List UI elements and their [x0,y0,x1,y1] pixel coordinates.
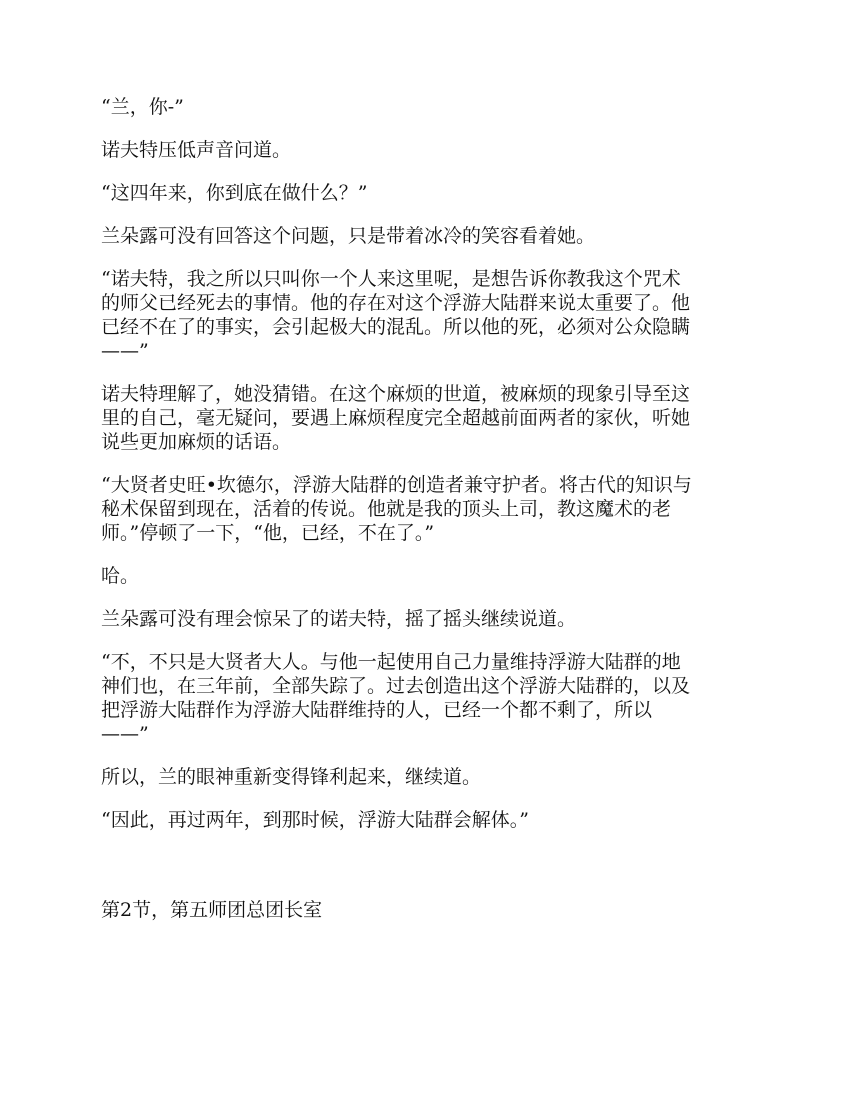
paragraph-6: 诺夫特理解了，她没猜错。在这个麻烦的世道，被麻烦的现象引导至这 里的自己，毫无疑问，要遇上麻烦程度完全超越前面两者的家伙，听她 说些更加麻烦的话语。 [101,383,691,453]
section-heading: 第2节，第五师团总团长室 [101,899,323,921]
paragraph-9: 兰朵露可没有理会惊呆了的诺夫特，摇了摇头继续说道。 [101,608,577,630]
paragraph-8: 哈。 [101,565,140,587]
paragraph-10: “不，不只是大贤者大人。与他一起使用自己力量维持浮游大陆群的地 神们也，在三年前，全部失踪了。过去创造出这个浮游大陆群的，以及 把浮游大陆群作为浮游大陆群维持的人，已经一个都不剩了，所以 ——” [101,651,691,745]
paragraph-3: “这四年来，你到底在做什么？” [101,182,368,204]
paragraph-5: “诺夫特，我之所以只叫你一个人来这里呢，是想告诉你教我这个咒术 的师父已经死去的事情。他的存在对这个浮游大陆群来说太重要了。他 已经不在了的事实，会引起极大的混乱。所以他的死，必须对公众隐瞒 ——” [101,268,691,362]
paragraph-4: 兰朵露可没有回答这个问题，只是带着冰冷的笑容看着她。 [101,225,596,247]
paragraph-11: 所以，兰的眼神重新变得锋利起来，继续道。 [101,766,482,788]
paragraph-12: “因此，再过两年，到那时候，浮游大陆群会解体。” [101,809,529,831]
paragraph-1: “兰，你-” [101,96,184,118]
paragraph-7: “大贤者史旺•坎德尔，浮游大陆群的创造者兼守护者。将古代的知识与 秘术保留到现在，活着的传说。他就是我的顶头上司，教这魔术的老 师。”停顿了一下，“他，已经，不在了。” [101,474,692,544]
document-page [101,95,751,922]
paragraph-2: 诺夫特压低声音问道。 [101,139,292,161]
